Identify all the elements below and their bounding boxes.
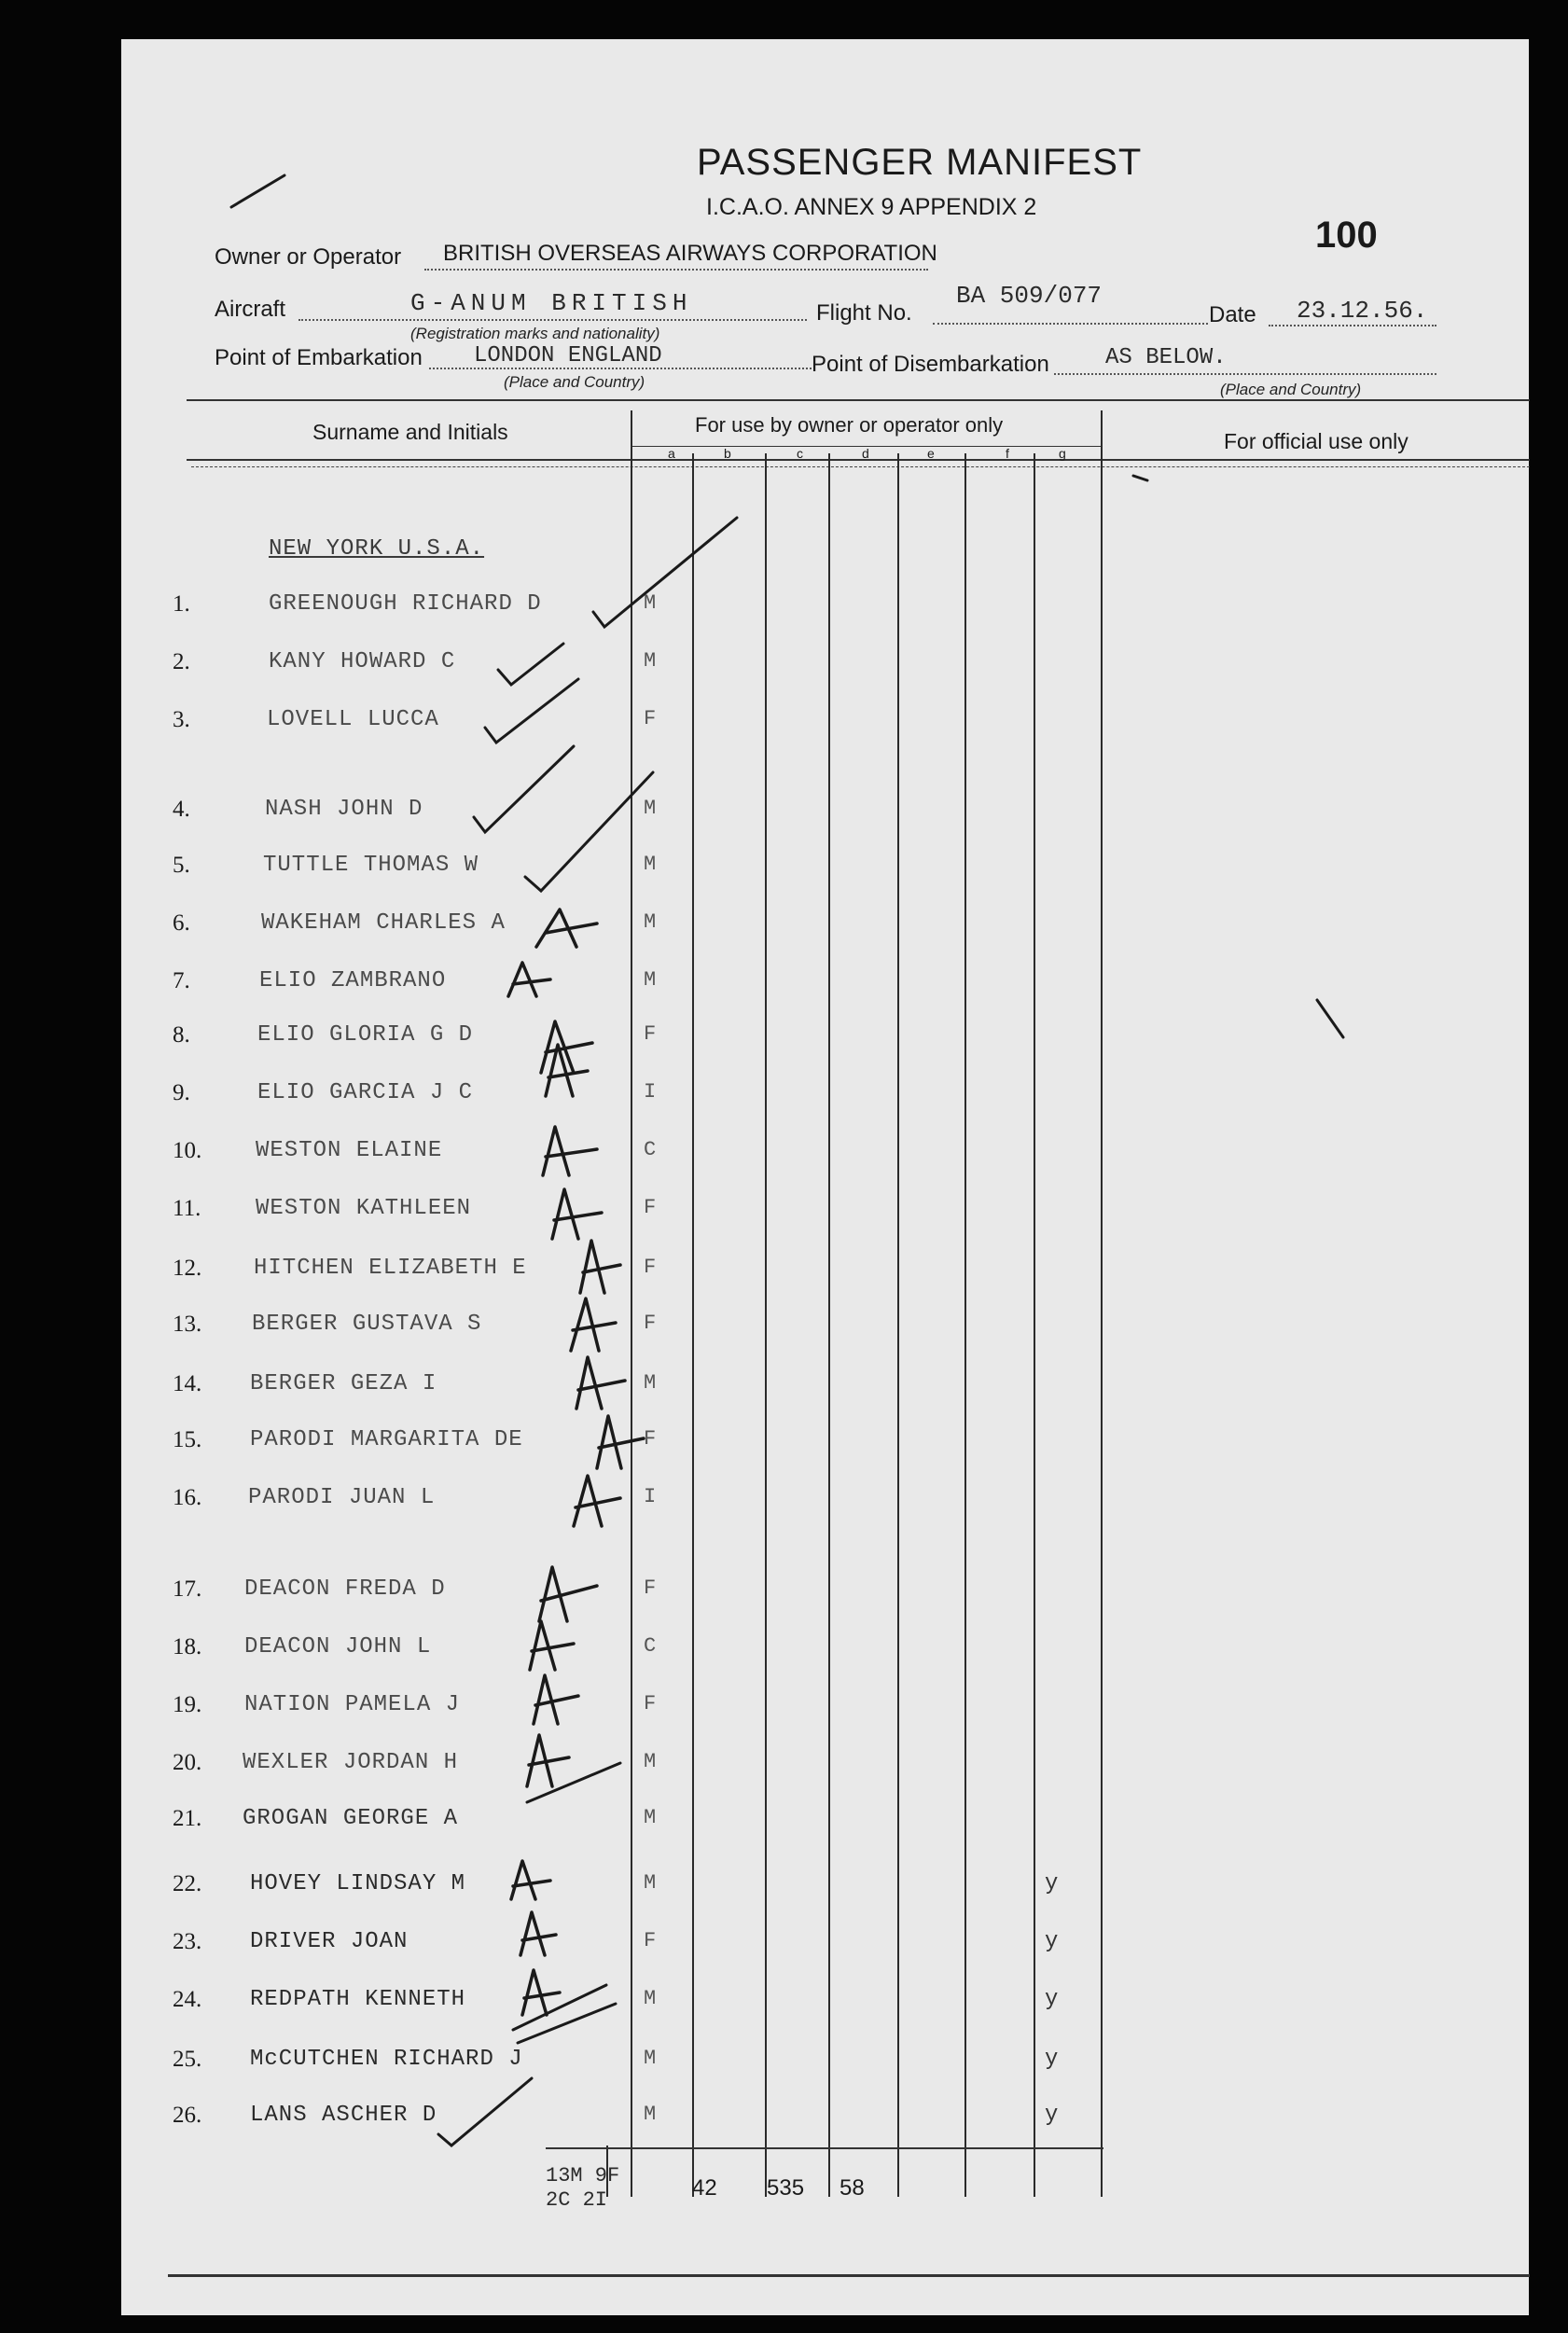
total-b: 42 [692,2175,717,2201]
passenger-name: HITCHEN ELIZABETH E [254,1256,527,1281]
passenger-name: WESTON KATHLEEN [256,1196,472,1221]
passenger-sex: F [644,1312,657,1335]
row-number: 4. [173,797,190,822]
column-g-flag: y [1045,1871,1059,1896]
row-number: 5. [173,853,190,878]
passenger-sex: C [644,1634,657,1658]
passenger-sex: M [644,968,657,992]
column-g-flag: y [1045,1929,1059,1954]
passenger-sex: F [644,1256,657,1279]
passenger-name: REDPATH KENNETH [250,1987,466,2012]
embarkation-note: (Place and Country) [504,373,645,391]
row-number: 15. [173,1427,202,1452]
destination-heading: NEW YORK U.S.A. [269,536,485,562]
passenger-sex: F [644,1929,657,1952]
subcol-a: a [668,446,675,461]
row-number: 19. [173,1692,202,1717]
manifest-title: PASSENGER MANIFEST [697,142,1143,183]
passenger-name: GREENOUGH RICHARD D [269,591,542,617]
passenger-sex: M [644,1806,657,1829]
row-number: 25. [173,2047,202,2072]
owner-label: Owner or Operator [215,244,402,270]
passenger-name: DEACON FREDA D [244,1576,446,1602]
aircraft-value: G-ANUM BRITISH [410,289,693,317]
row-number: 2. [173,649,190,674]
col-header-official: For official use only [1224,429,1408,453]
passenger-name: WESTON ELAINE [256,1138,443,1163]
owner-value: BRITISH OVERSEAS AIRWAYS CORPORATION [443,241,937,266]
row-number: 12. [173,1256,202,1281]
passenger-sex: M [644,910,657,934]
column-g-flag: y [1045,2047,1059,2072]
passenger-name: KANY HOWARD C [269,649,456,674]
passenger-sex: F [644,1427,657,1451]
passenger-name: HOVEY LINDSAY M [250,1871,466,1896]
totals-counts-line1: 13M 9F [546,2164,620,2187]
passenger-sex: M [644,1371,657,1395]
aircraft-label: Aircraft [215,297,286,322]
row-number: 10. [173,1138,202,1163]
row-number: 23. [173,1929,202,1954]
passenger-sex: M [644,2047,657,2070]
row-number: 3. [173,707,190,732]
row-number: 13. [173,1312,202,1337]
flight-value: BA 509/077 [956,282,1103,310]
passenger-sex: F [644,1576,657,1600]
total-d: 58 [840,2175,865,2201]
subcol-f: f [1006,446,1009,461]
passenger-sex: M [644,853,657,876]
col-header-name: Surname and Initials [312,420,508,444]
passenger-name: WEXLER JORDAN H [243,1750,459,1775]
passenger-name: NATION PAMELA J [244,1692,461,1717]
subcol-c: c [797,446,803,461]
passenger-name: LOVELL LUCCA [267,707,439,732]
passenger-sex: F [644,707,657,730]
passenger-sex: M [644,2103,657,2126]
flight-label: Flight No. [816,300,912,326]
passenger-name: TUTTLE THOMAS W [263,853,479,878]
embarkation-label: Point of Embarkation [215,345,423,370]
page-number: 100 [1315,215,1378,256]
row-number: 16. [173,1485,202,1510]
disembarkation-note: (Place and Country) [1220,381,1362,398]
column-g-flag: y [1045,1987,1059,2012]
passenger-name: LANS ASCHER D [250,2103,437,2128]
row-number: 9. [173,1080,190,1105]
passenger-sex: F [644,1692,657,1715]
subcol-g: g [1059,446,1066,461]
passenger-sex: F [644,1196,657,1219]
passenger-name: PARODI JUAN L [248,1485,436,1510]
passenger-sex: F [644,1022,657,1046]
passenger-sex: M [644,591,657,615]
total-c: 535 [767,2175,805,2201]
subcol-d: d [862,446,869,461]
row-number: 26. [173,2103,202,2128]
row-number: 11. [173,1196,201,1221]
row-number: 8. [173,1022,190,1048]
passenger-name: GROGAN GEORGE A [243,1806,459,1831]
passenger-sex: M [644,1987,657,2010]
row-number: 6. [173,910,190,936]
disembarkation-value: AS BELOW. [1105,345,1227,370]
row-number: 7. [173,968,190,993]
passenger-name: McCUTCHEN RICHARD J [250,2047,523,2072]
passenger-name: ELIO GARCIA J C [257,1080,474,1105]
passenger-sex: M [644,797,657,820]
passenger-name: ELIO ZAMBRANO [259,968,447,993]
passenger-sex: I [644,1080,657,1104]
passenger-sex: M [644,1750,657,1773]
passenger-name: NASH JOHN D [265,797,423,822]
row-number: 21. [173,1806,202,1831]
passenger-name: DEACON JOHN L [244,1634,432,1659]
passenger-name: WAKEHAM CHARLES A [261,910,506,936]
row-number: 20. [173,1750,202,1775]
passenger-sex: M [644,649,657,673]
date-value: 23.12.56. [1297,297,1428,325]
row-number: 24. [173,1987,202,2012]
row-number: 22. [173,1871,202,1896]
subcol-e: e [927,446,935,461]
totals-counts-line2: 2C 2I [546,2188,608,2212]
column-g-flag: y [1045,2103,1059,2128]
passenger-sex: C [644,1138,657,1161]
passenger-name: PARODI MARGARITA DE [250,1427,523,1452]
passenger-sex: M [644,1871,657,1895]
passenger-name: ELIO GLORIA G D [257,1022,474,1048]
row-number: 17. [173,1576,202,1602]
subcol-b: b [724,446,731,461]
date-label: Date [1209,302,1256,327]
passenger-name: BERGER GUSTAVA S [252,1312,482,1337]
passenger-sex: I [644,1485,657,1508]
disembarkation-label: Point of Disembarkation [812,352,1049,377]
embarkation-value: LONDON ENGLAND [474,343,662,368]
row-number: 18. [173,1634,202,1659]
passenger-name: DRIVER JOAN [250,1929,409,1954]
manifest-subtitle: I.C.A.O. ANNEX 9 APPENDIX 2 [706,194,1037,220]
passenger-name: BERGER GEZA I [250,1371,437,1396]
col-header-owner: For use by owner or operator only [695,413,1004,437]
row-number: 14. [173,1371,202,1396]
row-number: 1. [173,591,190,617]
aircraft-note: (Registration marks and nationality) [410,325,660,342]
